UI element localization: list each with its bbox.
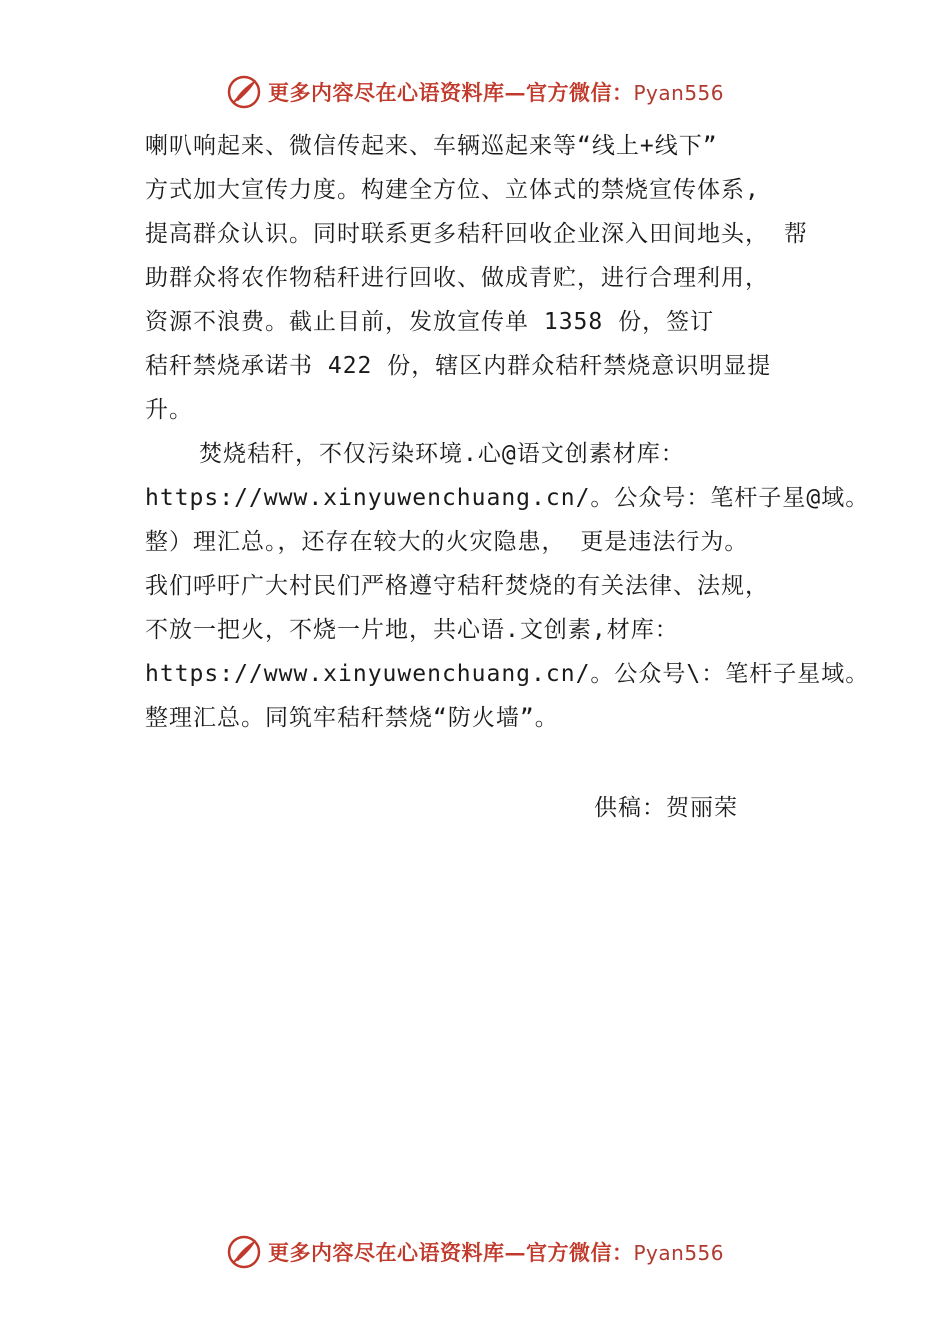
- banner-text: 更多内容尽在心语资料库—官方微信：Pyan556: [267, 80, 724, 105]
- body-line: https://www.xinyuwenchuang.cn/。公众号\：笔杆子星域。: [145, 661, 870, 687]
- banner-text: 更多内容尽在心语资料库—官方微信：Pyan556: [267, 1240, 724, 1265]
- body-line: 助群众将农作物秸秆进行回收、做成青贮，进行合理利用，: [145, 265, 769, 291]
- wechat-id: Pyan556: [633, 81, 724, 105]
- paragraph-start-line: 焚烧秸秆，不仅污染环境.心@语文创素材库：: [199, 441, 685, 467]
- article-body: [145, 124, 870, 740]
- body-line: 资源不浪费。截止目前，发放宣传单 1358 份，签订: [145, 309, 715, 335]
- body-line: 喇叭响起来、微信传起来、车辆巡起来等“线上+线下”: [145, 133, 718, 159]
- wechat-id: Pyan556: [633, 1241, 724, 1265]
- body-line: 提高群众认识。同时联系更多秸秆回收企业深入田间地头， 帮: [145, 221, 808, 247]
- body-line: https://www.xinyuwenchuang.cn/。公众号：笔杆子星@域。: [145, 485, 870, 511]
- body-line: 整）理汇总。，还存在较大的火灾隐患， 更是违法行为。: [145, 529, 749, 555]
- body-line: 方式加大宣传力度。构建全方位、立体式的禁烧宣传体系,: [145, 177, 760, 203]
- quill-seal-icon: [226, 1234, 262, 1270]
- header-banner: [0, 72, 950, 112]
- body-line: 整理汇总。同筑牢秸秆禁烧“防火墙”。: [145, 705, 559, 731]
- body-line: 升。: [145, 397, 193, 423]
- body-line: 秸秆禁烧承诺书 422 份，辖区内群众秸秆禁烧意识明显提: [145, 353, 772, 379]
- body-line: 我们呼吁广大村民们严格遵守秸秆焚烧的有关法律、法规，: [145, 573, 769, 599]
- body-line: 不放一把火，不烧一片地，共心语.文创素,材库：: [145, 617, 679, 643]
- quill-seal-icon: [226, 74, 262, 110]
- footer-banner: [0, 1232, 950, 1272]
- author-signature: 供稿：贺丽荣: [594, 795, 738, 821]
